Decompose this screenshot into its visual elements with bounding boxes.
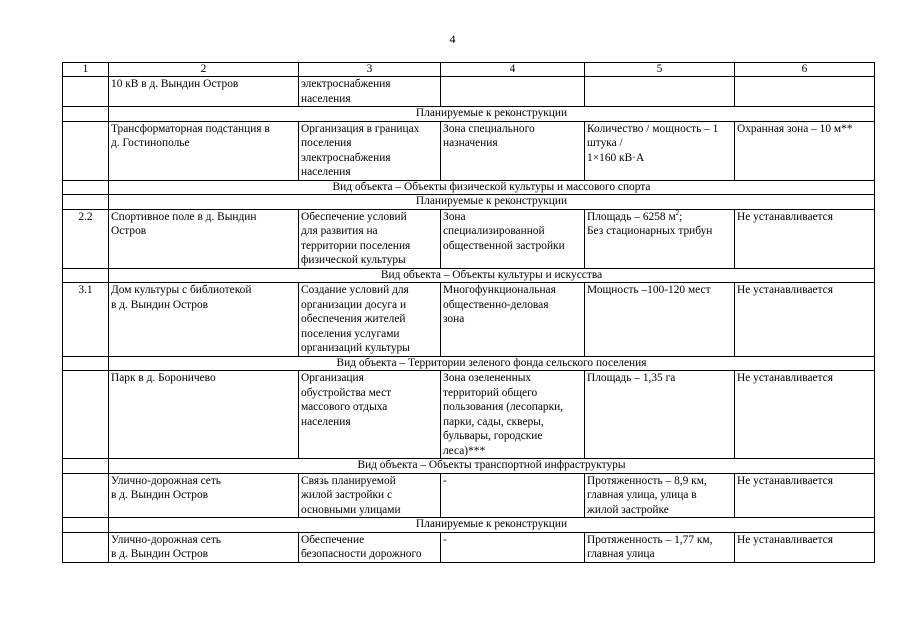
table-cell bbox=[109, 532, 299, 562]
cell-text-line: Количество / мощность – 1 bbox=[587, 122, 719, 135]
cell-text-line: общественной застройки bbox=[443, 239, 565, 252]
table-cell bbox=[735, 209, 875, 268]
cell-text-line: организаций культуры bbox=[301, 342, 410, 354]
cell-text-line: Улично-дорожная сеть bbox=[111, 474, 222, 487]
row-number-cell bbox=[63, 473, 109, 518]
cell-text-line: Зона озелененных bbox=[443, 372, 532, 384]
cell-text-line: специализированной bbox=[443, 225, 545, 237]
cell-text-line: Улично-дорожная сеть bbox=[111, 533, 222, 546]
cell-text-line: Организация bbox=[301, 372, 364, 384]
cell-text-line: 10 кВ в д. Вындин Остров bbox=[111, 78, 239, 90]
empty-number-cell bbox=[63, 356, 109, 371]
table-cell bbox=[585, 77, 735, 107]
section-heading: Планируемые к реконструкции bbox=[109, 195, 875, 210]
cell-text-line: Мощность –100-120 мест bbox=[587, 284, 711, 296]
cell-text-line: Не устанавливается bbox=[737, 533, 833, 546]
table-row bbox=[63, 473, 875, 518]
cell-text-line: Зона bbox=[443, 210, 466, 223]
row-number-cell: 3.1 bbox=[63, 283, 109, 357]
row-number-cell bbox=[63, 77, 109, 107]
cell-text-line: в д. Вындин Остров bbox=[111, 489, 209, 501]
table-cell bbox=[299, 283, 441, 357]
table-cell bbox=[109, 473, 299, 518]
table-cell bbox=[585, 283, 735, 357]
row-number-cell bbox=[63, 371, 109, 459]
cell-text-line: жилой застройки с bbox=[301, 489, 393, 501]
cell-text-line: массового отдыха bbox=[301, 401, 388, 413]
table-cell bbox=[735, 371, 875, 459]
cell-text-line: Зона специального bbox=[443, 122, 535, 135]
cell-text-line: Площадь – 1,35 га bbox=[587, 372, 676, 384]
cell-text-line: населения bbox=[301, 415, 351, 428]
table-cell bbox=[735, 532, 875, 562]
row-number-cell bbox=[63, 532, 109, 562]
section-heading: Вид объекта – Объекты физической культуры и массового спорта bbox=[109, 180, 875, 195]
cell-text-line: Протяженность – 1,77 км, bbox=[587, 533, 713, 546]
section-heading-row bbox=[63, 107, 875, 122]
empty-number-cell bbox=[63, 459, 109, 474]
table-cell bbox=[441, 77, 585, 107]
table-cell bbox=[735, 77, 875, 107]
cell-text-line: для развития на bbox=[301, 225, 378, 237]
table-cell bbox=[299, 209, 441, 268]
cell-text-line: зона bbox=[443, 313, 465, 325]
table-cell bbox=[441, 209, 585, 268]
cell-text-line: Создание условий для bbox=[301, 284, 409, 296]
table-cell bbox=[109, 121, 299, 180]
cell-text-line: населения bbox=[301, 166, 351, 178]
column-number-header: 1 bbox=[63, 63, 109, 77]
table-cell bbox=[109, 209, 299, 268]
section-heading: Вид объекта – Объекты транспортной инфраструктуры bbox=[109, 459, 875, 474]
cell-text-line: обустройства мест bbox=[301, 386, 392, 399]
cell-text-line: электроснабжения bbox=[301, 151, 391, 164]
section-heading-row bbox=[63, 195, 875, 210]
table-row bbox=[63, 121, 875, 180]
cell-text-line: электроснабжения bbox=[301, 78, 391, 90]
table-header-row bbox=[63, 63, 875, 77]
cell-text-line: д. Гостинополье bbox=[111, 137, 190, 149]
objects-table bbox=[62, 62, 875, 563]
table-row bbox=[63, 371, 875, 459]
section-heading-row bbox=[63, 459, 875, 474]
empty-number-cell bbox=[63, 268, 109, 283]
column-number-header: 2 bbox=[109, 63, 299, 77]
cell-text-line: Спортивное поле в д. Вындин bbox=[111, 210, 257, 223]
section-heading: Вид объекта – Объекты культуры и искусства bbox=[109, 268, 875, 283]
empty-number-cell bbox=[63, 195, 109, 210]
table-cell bbox=[585, 209, 735, 268]
cell-text-line: в д. Вындин Остров bbox=[111, 548, 209, 560]
section-heading-row bbox=[63, 356, 875, 371]
section-heading-row bbox=[63, 268, 875, 283]
empty-number-cell bbox=[63, 107, 109, 122]
cell-text-line: Трансформаторная подстанция в bbox=[111, 122, 270, 135]
table-cell bbox=[109, 77, 299, 107]
row-number-cell: 2.2 bbox=[63, 209, 109, 268]
table-cell bbox=[441, 121, 585, 180]
cell-text-line: Организация в границах bbox=[301, 122, 420, 135]
table-cell bbox=[735, 283, 875, 357]
cell-text-line: пользования (лесопарки, bbox=[443, 401, 564, 413]
column-number-header: 6 bbox=[735, 63, 875, 77]
table-cell bbox=[441, 532, 585, 562]
cell-text-line: Остров bbox=[111, 225, 147, 237]
cell-text-line: основными улицами bbox=[301, 503, 401, 516]
cell-text-line: Охранная зона – 10 м** bbox=[737, 122, 853, 135]
cell-text-line: Не устанавливается bbox=[737, 210, 833, 223]
table-cell bbox=[299, 121, 441, 180]
cell-text-line: Обеспечение bbox=[301, 533, 365, 546]
column-number-header: 3 bbox=[299, 63, 441, 77]
cell-text-line: Не устанавливается bbox=[737, 284, 833, 296]
cell-text-line: Протяженность – 8,9 км, bbox=[587, 474, 707, 487]
superscript-two: 2 bbox=[675, 209, 680, 217]
section-heading-row bbox=[63, 180, 875, 195]
table-cell bbox=[585, 532, 735, 562]
cell-text-line: поселения bbox=[301, 137, 352, 149]
cell-text-line: главная улица bbox=[587, 548, 655, 560]
table-cell bbox=[299, 77, 441, 107]
column-number-header: 5 bbox=[585, 63, 735, 77]
cell-text-line: леса)*** bbox=[443, 444, 486, 457]
cell-text-line: обеспечения жителей bbox=[301, 313, 406, 325]
table-row bbox=[63, 532, 875, 562]
row-number-cell bbox=[63, 121, 109, 180]
cell-text-line: жилой застройке bbox=[587, 503, 669, 516]
table-cell bbox=[299, 371, 441, 459]
cell-text-line: в д. Вындин Остров bbox=[111, 298, 209, 311]
cell-text-line: бульвары, городские bbox=[443, 430, 543, 442]
table-row bbox=[63, 209, 875, 268]
cell-text-line: парки, сады, скверы, bbox=[443, 415, 544, 428]
cell-text-line: - bbox=[443, 474, 447, 487]
table-cell bbox=[585, 371, 735, 459]
cell-text-line: главная улица, улица в bbox=[587, 489, 697, 501]
cell-text-line: общественно-деловая bbox=[443, 298, 549, 311]
cell-text-line: Обеспечение условий bbox=[301, 210, 407, 223]
cell-text-line: безопасности дорожного bbox=[301, 548, 422, 560]
column-number-header: 4 bbox=[441, 63, 585, 77]
cell-text-line: поселения услугами bbox=[301, 327, 400, 340]
table-cell bbox=[441, 473, 585, 518]
table-cell bbox=[299, 532, 441, 562]
cell-text-line: территории поселения bbox=[301, 239, 411, 252]
table-row bbox=[63, 283, 875, 357]
cell-text-line: организации досуга и bbox=[301, 298, 407, 311]
section-heading: Планируемые к реконструкции bbox=[109, 518, 875, 533]
cell-text-line: населения bbox=[301, 92, 351, 105]
section-heading: Планируемые к реконструкции bbox=[109, 107, 875, 122]
cell-text-line: Без стационарных трибун bbox=[587, 225, 713, 237]
table-cell bbox=[441, 371, 585, 459]
empty-number-cell bbox=[63, 180, 109, 195]
cell-text-line: Не устанавливается bbox=[737, 372, 833, 384]
table-cell bbox=[585, 121, 735, 180]
cell-text-line: физической культуры bbox=[301, 254, 406, 266]
cell-text-line: назначения bbox=[443, 137, 498, 149]
table-cell bbox=[299, 473, 441, 518]
cell-text-line: - bbox=[443, 533, 447, 546]
page-number: 4 bbox=[449, 32, 456, 46]
table-row bbox=[63, 77, 875, 107]
cell-text-line: Парк в д. Бороничево bbox=[111, 372, 216, 384]
cell-text-line: штука / bbox=[587, 137, 623, 149]
cell-text-line: 1×160 кВ·А bbox=[587, 151, 645, 164]
table-cell bbox=[735, 473, 875, 518]
section-heading-row bbox=[63, 518, 875, 533]
section-heading: Вид объекта – Территории зеленого фонда сельского поселения bbox=[109, 356, 875, 371]
cell-text-line: территорий общего bbox=[443, 386, 538, 399]
table-cell bbox=[109, 283, 299, 357]
cell-text-line: Не устанавливается bbox=[737, 474, 833, 487]
cell-text-line: Многофункциональная bbox=[443, 284, 556, 296]
table-cell bbox=[109, 371, 299, 459]
cell-text-line: Площадь – 6258 $м^2$; bbox=[587, 209, 683, 223]
table-cell bbox=[441, 283, 585, 357]
cell-text-line: Связь планируемой bbox=[301, 474, 396, 487]
cell-text-line: Дом культуры с библиотекой bbox=[111, 284, 252, 296]
table-cell bbox=[585, 473, 735, 518]
empty-number-cell bbox=[63, 518, 109, 533]
table-cell bbox=[735, 121, 875, 180]
